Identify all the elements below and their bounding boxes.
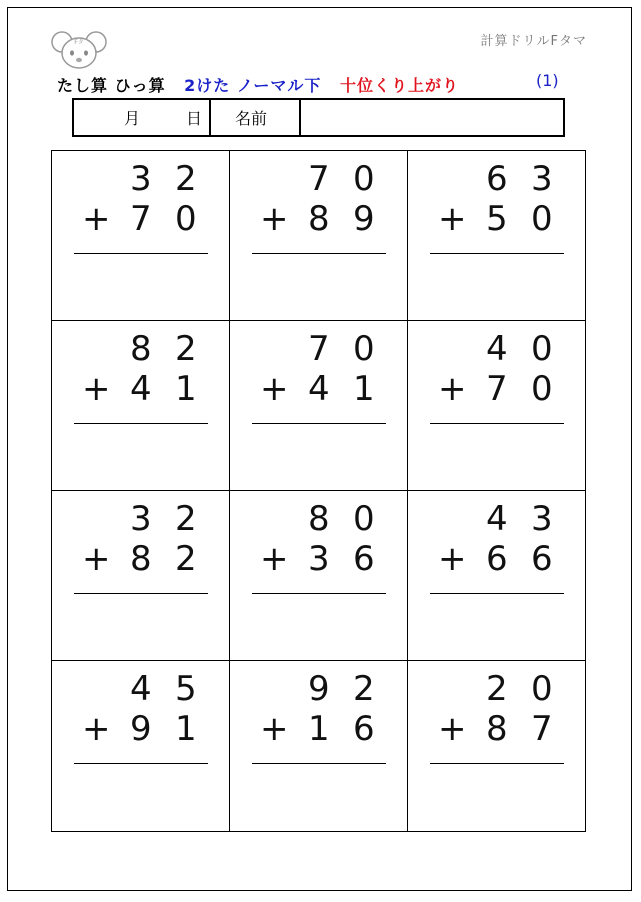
answer-line [74,593,208,594]
top-ones-digit: 0 [353,159,375,199]
name-date-box [72,98,565,137]
answer-line [252,593,386,594]
mouse-logo-icon [50,27,108,71]
bottom-ones-digit: 0 [175,199,197,239]
month-label: 月 [124,109,141,128]
worksheet-title [57,73,459,96]
bottom-ones-digit: 1 [353,369,375,409]
bottom-ones-digit: 7 [531,709,553,749]
top-ones-digit: 2 [175,159,197,199]
problem-cell[interactable] [52,151,230,321]
answer-line [430,253,564,254]
bottom-tens-digit: 4 [130,369,152,409]
answer-line [430,423,564,424]
bottom-ones-digit: 0 [531,369,553,409]
bottom-tens-digit: 8 [308,199,330,239]
name-field[interactable] [303,100,563,135]
top-ones-digit: 2 [353,669,375,709]
problem-grid [51,150,586,832]
bottom-tens-digit: 5 [486,199,508,239]
problem-cell[interactable] [230,321,408,491]
problem-cell[interactable] [230,491,408,661]
answer-line [430,593,564,594]
top-tens-digit: 4 [486,499,508,539]
top-ones-digit: 2 [175,499,197,539]
title-part-carry: 十位くり上がり [339,76,459,95]
answer-line [74,423,208,424]
plus-sign: + [438,539,467,579]
problem-cell[interactable] [230,151,408,321]
brand-title: 計算ドリルFタマ [480,34,587,49]
plus-sign: + [82,199,111,239]
title-part-level: 2けた ノーマル下 [184,76,322,95]
bottom-ones-digit: 6 [531,539,553,579]
top-ones-digit: 2 [175,329,197,369]
bottom-tens-digit: 8 [130,539,152,579]
top-tens-digit: 4 [486,329,508,369]
top-ones-digit: 0 [531,329,553,369]
bottom-ones-digit: 6 [353,539,375,579]
top-ones-digit: 0 [353,329,375,369]
problem-cell[interactable] [52,661,230,831]
date-cell[interactable] [74,100,211,135]
plus-sign: + [260,709,289,749]
answer-line [74,253,208,254]
bottom-tens-digit: 1 [308,709,330,749]
top-tens-digit: 6 [486,159,508,199]
bottom-tens-digit: 6 [486,539,508,579]
top-tens-digit: 8 [130,329,152,369]
bottom-ones-digit: 6 [353,709,375,749]
problem-cell[interactable] [408,321,585,491]
bottom-ones-digit: 2 [175,539,197,579]
plus-sign: + [260,369,289,409]
top-tens-digit: 7 [308,329,330,369]
top-tens-digit: 2 [486,669,508,709]
name-label: 名前 [235,109,268,128]
top-ones-digit: 3 [531,499,553,539]
answer-line [430,763,564,764]
logo-mark-text: Fタ [74,39,84,46]
answer-line [252,763,386,764]
bottom-ones-digit: 1 [175,709,197,749]
problem-cell[interactable] [52,491,230,661]
bottom-ones-digit: 9 [353,199,375,239]
top-tens-digit: 3 [130,499,152,539]
answer-line [252,423,386,424]
problem-cell[interactable] [52,321,230,491]
top-tens-digit: 4 [130,669,152,709]
bottom-tens-digit: 3 [308,539,330,579]
problem-cell[interactable] [408,491,585,661]
plus-sign: + [438,369,467,409]
bottom-tens-digit: 7 [130,199,152,239]
bottom-tens-digit: 9 [130,709,152,749]
problem-cell[interactable] [408,661,585,831]
top-tens-digit: 3 [130,159,152,199]
plus-sign: + [260,539,289,579]
day-label: 日 [186,109,203,128]
plus-sign: + [438,709,467,749]
top-ones-digit: 0 [531,669,553,709]
plus-sign: + [82,369,111,409]
top-ones-digit: 3 [531,159,553,199]
top-ones-digit: 5 [175,669,197,709]
problem-cell[interactable] [230,661,408,831]
bottom-tens-digit: 7 [486,369,508,409]
top-tens-digit: 7 [308,159,330,199]
plus-sign: + [82,539,111,579]
top-tens-digit: 9 [308,669,330,709]
top-ones-digit: 0 [353,499,375,539]
plus-sign: + [260,199,289,239]
bottom-tens-digit: 4 [308,369,330,409]
title-part-topic: たし算 ひっ算 [57,76,166,95]
plus-sign: + [82,709,111,749]
sheet-number: (1) [536,71,559,90]
problem-cell[interactable] [408,151,585,321]
answer-line [252,253,386,254]
bottom-ones-digit: 0 [531,199,553,239]
answer-line [74,763,208,764]
top-tens-digit: 8 [308,499,330,539]
bottom-tens-digit: 8 [486,709,508,749]
bottom-ones-digit: 1 [175,369,197,409]
plus-sign: + [438,199,467,239]
name-label-cell [211,100,301,135]
